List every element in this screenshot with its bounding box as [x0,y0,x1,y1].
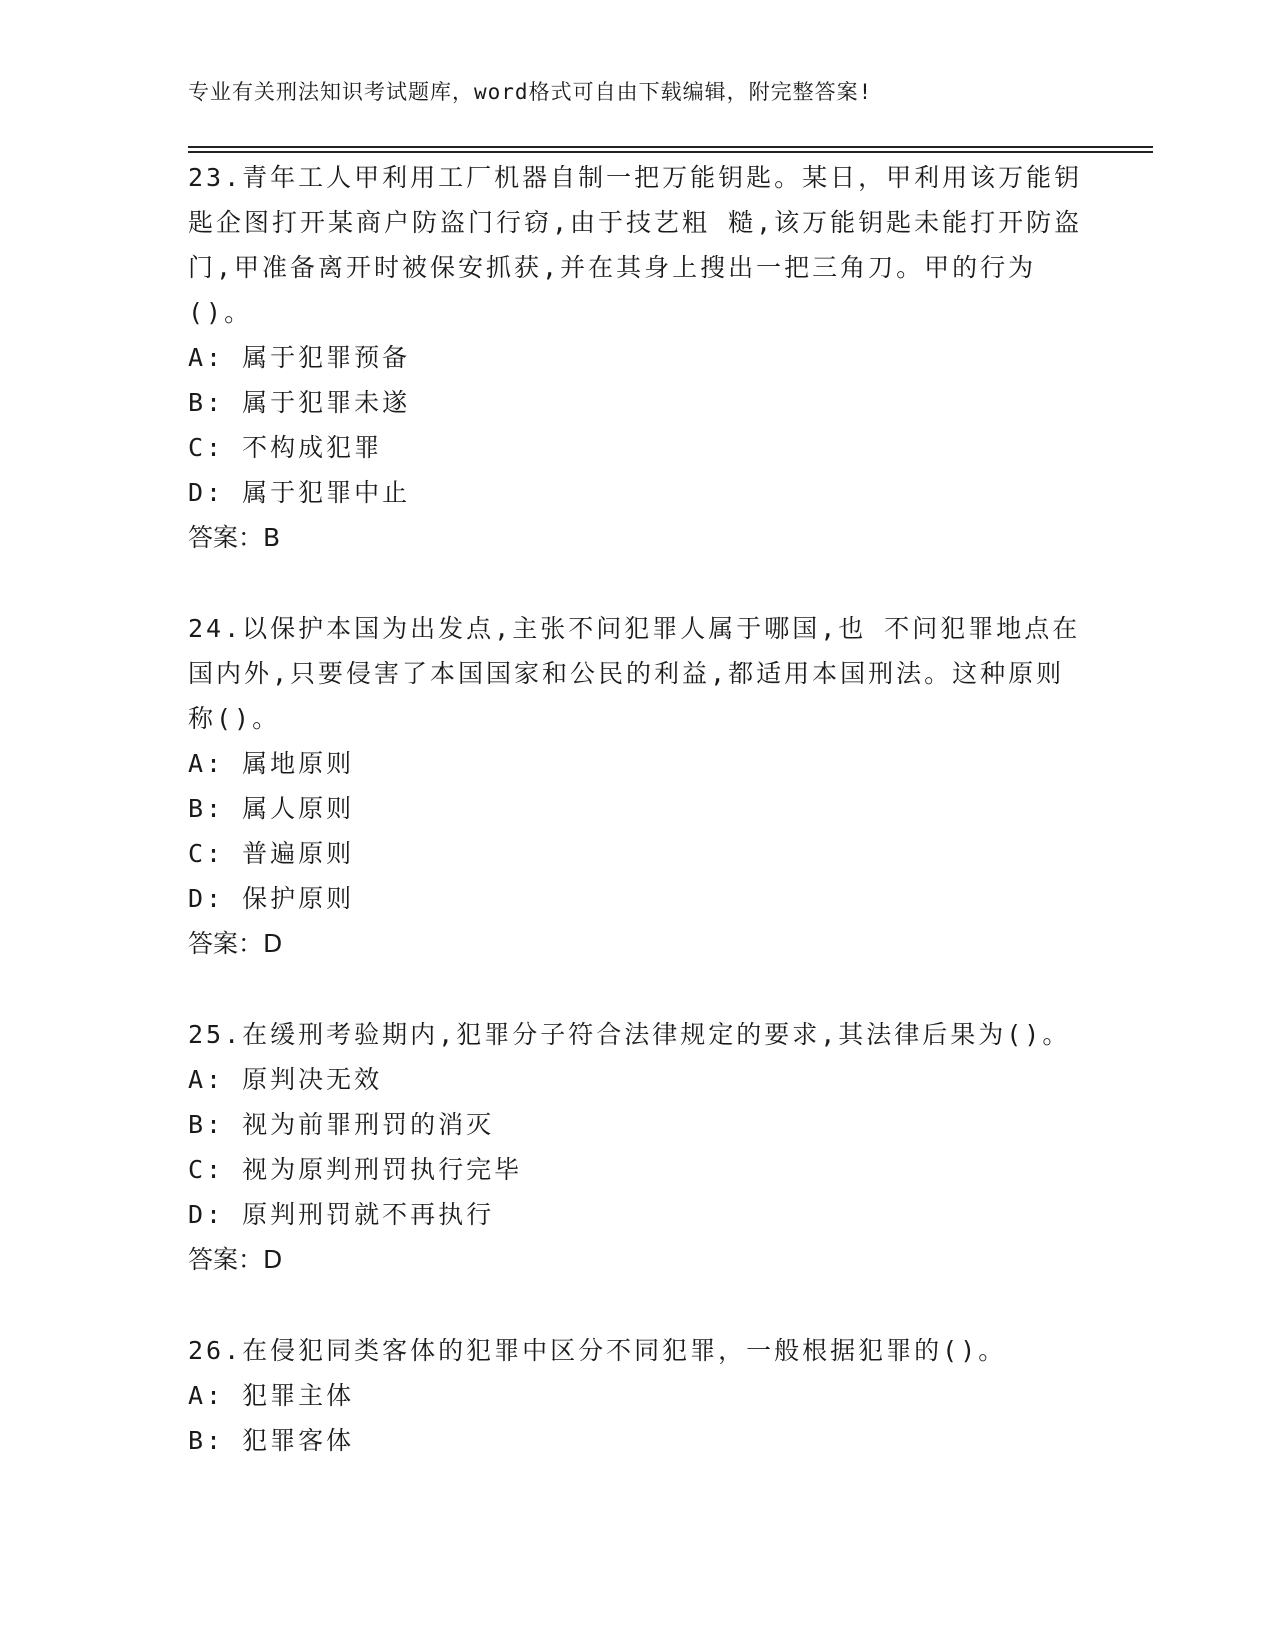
page-header: 专业有关刑法知识考试题库，word格式可自由下载编辑，附完整答案! [188,80,873,104]
option-d: D: 保护原则 [188,884,355,913]
question-stem: 25.在缓刑考验期内,犯罪分子符合法律规定的要求,其法律后果为()。 [188,1020,1071,1049]
answer: 答案：D [188,929,283,958]
question-stem: 26.在侵犯同类客体的犯罪中区分不同犯罪，一般根据犯罪的()。 [188,1336,1007,1365]
option-b: B: 犯罪客体 [188,1426,355,1455]
question-list [188,155,1088,1463]
option-a: A: 原判决无效 [188,1065,383,1094]
question-stem: 24.以保护本国为出发点,主张不问犯罪人属于哪国,也 不问犯罪地点在国内外,只要侵害了本国国家和公民的利益,都适用本国刑法。这种原则称()。 [188,614,1081,733]
question-stem: 23.青年工人甲利用工厂机器自制一把万能钥匙。某日，甲利用该万能钥匙企图打开某商户防盗门行窃,由于技艺粗 糙,该万能钥匙未能打开防盗门,甲准备离开时被保安抓获,并在其身上搜出一把三角刀。甲的行为()。 [188,163,1083,327]
option-b: B: 属人原则 [188,794,355,823]
question-24 [188,606,1088,966]
question-spacer [188,560,1088,606]
question-spacer [188,966,1088,1012]
option-a: A: 犯罪主体 [188,1381,355,1410]
option-c: C: 不构成犯罪 [188,433,383,462]
option-d: D: 属于犯罪中止 [188,478,411,507]
option-c: C: 普遍原则 [188,839,355,868]
option-b: B: 视为前罪刑罚的消灭 [188,1110,495,1139]
option-a: A: 属地原则 [188,749,355,778]
answer: 答案：D [188,1245,283,1274]
header-rule-bottom [188,151,1153,153]
option-b: B: 属于犯罪未遂 [188,388,411,417]
option-d: D: 原判刑罚就不再执行 [188,1200,495,1229]
option-c: C: 视为原判刑罚执行完毕 [188,1155,523,1184]
option-a: A: 属于犯罪预备 [188,343,411,372]
question-26 [188,1328,1088,1463]
question-23 [188,155,1088,560]
answer: 答案：B [188,523,281,552]
question-25 [188,1012,1088,1282]
header-rule-top [188,146,1153,148]
question-spacer [188,1282,1088,1328]
